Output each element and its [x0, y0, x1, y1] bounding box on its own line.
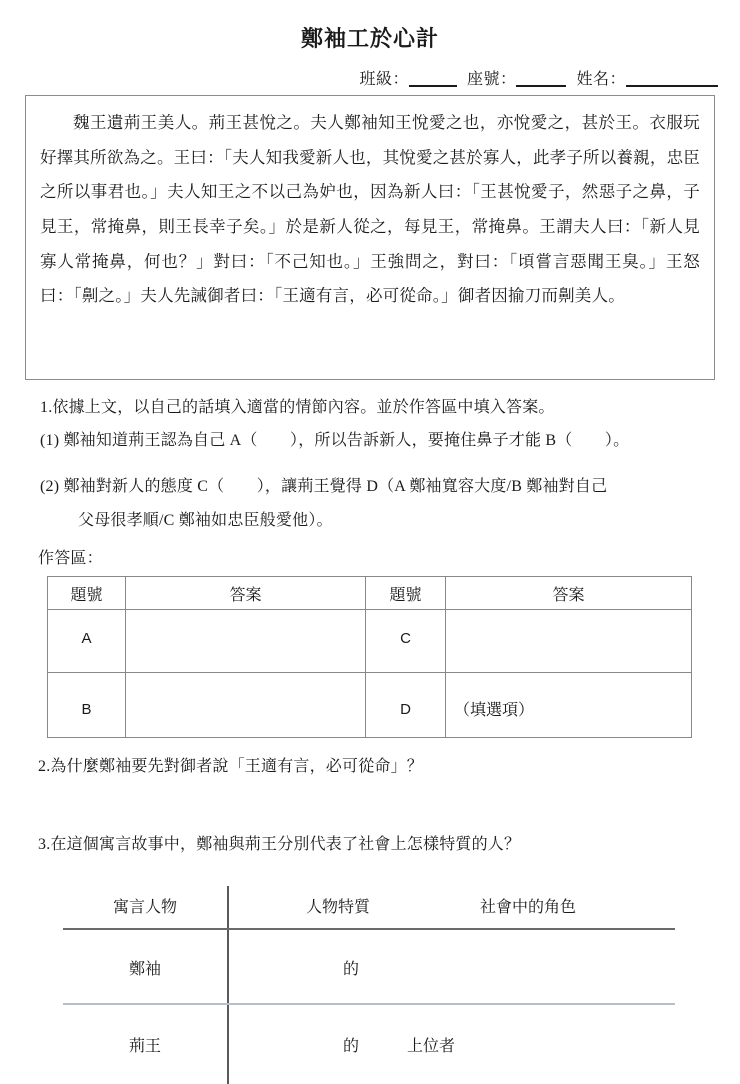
- passage-text: 魏王遺荊王美人。荊王甚悅之。夫人鄭袖知王悅愛之也，亦悅愛之，甚於王。衣服玩好擇其所欲為之。王曰：「夫人知我愛新人也，其悅愛之甚於寡人，此孝子所以養親，忠臣之所以事君也。」夫人知王之不以己為妒也，因為新人曰：「王甚悅愛子，然惡子之鼻，子見王，常掩鼻，則王長幸子矣。」於是新人從之，每見王，常掩鼻。王謂夫人曰：「新人見寡人常掩鼻，何也？」對曰：「不己知也。」王強問之，對曰：「頃嘗言惡聞王臭。」王怒曰：「劓之。」夫人先誡御者曰：「王適有言，必可從命。」御者因揄刀而劓美人。: [40, 113, 700, 306]
- trait-row-person-zhengxiu: 鄭袖: [128, 961, 161, 978]
- table-row: [63, 928, 675, 1003]
- answer-cell-b[interactable]: [126, 673, 366, 738]
- class-label: 班級：: [359, 71, 409, 88]
- trait-row-role-jingwang[interactable]: 的 上位者: [343, 1038, 456, 1055]
- header-answer-left: 答案: [126, 577, 366, 610]
- name-field[interactable]: [576, 66, 718, 89]
- class-field[interactable]: [359, 66, 457, 89]
- row-label-d: D: [366, 673, 446, 738]
- trait-row-role-zhengxiu[interactable]: 的: [343, 961, 360, 978]
- question-1-part-2: (2) 鄭袖對新人的態度 C（ ），讓荊王覺得 D（A 鄭袖寬容大度/B 鄭袖對自己: [40, 478, 608, 495]
- answer-table-header-row: [48, 577, 692, 610]
- seat-field[interactable]: [467, 66, 567, 89]
- trait-row-person-jingwang: 荊王: [128, 1038, 161, 1055]
- question-3: 3.在這個寓言故事中，鄭袖與荊王分別代表了社會上怎樣特質的人？: [38, 836, 521, 853]
- question-1-part-1: (1) 鄭袖知道荊王認為自己 A（ ），所以告訴新人，要掩住鼻子才能 B（ ）。: [40, 432, 630, 449]
- passage-box: [25, 95, 715, 380]
- question-1-part-2-continued: 父母很孝順/C 鄭袖如忠臣般愛他）。: [78, 512, 333, 529]
- row-label-c: C: [366, 610, 446, 673]
- trait-header-person: 寓言人物: [112, 899, 177, 916]
- question-2: 2.為什麼鄭袖要先對御者說「王適有言，必可從命」？: [38, 758, 424, 775]
- table-row: [48, 610, 692, 673]
- trait-header-role: 社會中的角色: [479, 899, 576, 916]
- answer-area-label: 作答區：: [38, 550, 103, 567]
- answer-table: [47, 576, 692, 738]
- table-row: [63, 1005, 675, 1080]
- row-label-b: B: [48, 673, 126, 738]
- row-label-a: A: [48, 610, 126, 673]
- header-question-number-right: 題號: [366, 577, 446, 610]
- header-answer-right: 答案: [446, 577, 692, 610]
- name-blank[interactable]: [626, 72, 718, 87]
- seat-label: 座號：: [466, 71, 517, 88]
- trait-table: [63, 886, 675, 1084]
- answer-cell-d[interactable]: （填選項）: [446, 673, 692, 738]
- student-info-fields: [359, 66, 718, 89]
- header-question-number-left: 題號: [48, 577, 126, 610]
- name-label: 姓名：: [576, 71, 626, 88]
- trait-header-trait: 人物特質: [305, 899, 370, 916]
- table-row: [48, 673, 692, 738]
- class-blank[interactable]: [409, 72, 457, 87]
- question-1: 1.依據上文，以自己的話填入適當的情節內容。並於作答區中填入答案。: [40, 399, 555, 416]
- seat-blank[interactable]: [516, 72, 566, 87]
- answer-cell-a[interactable]: [126, 610, 366, 673]
- trait-table-header-row: [63, 894, 675, 924]
- answer-cell-c[interactable]: [446, 610, 692, 673]
- page-title: 鄭袖工於心計: [300, 26, 439, 51]
